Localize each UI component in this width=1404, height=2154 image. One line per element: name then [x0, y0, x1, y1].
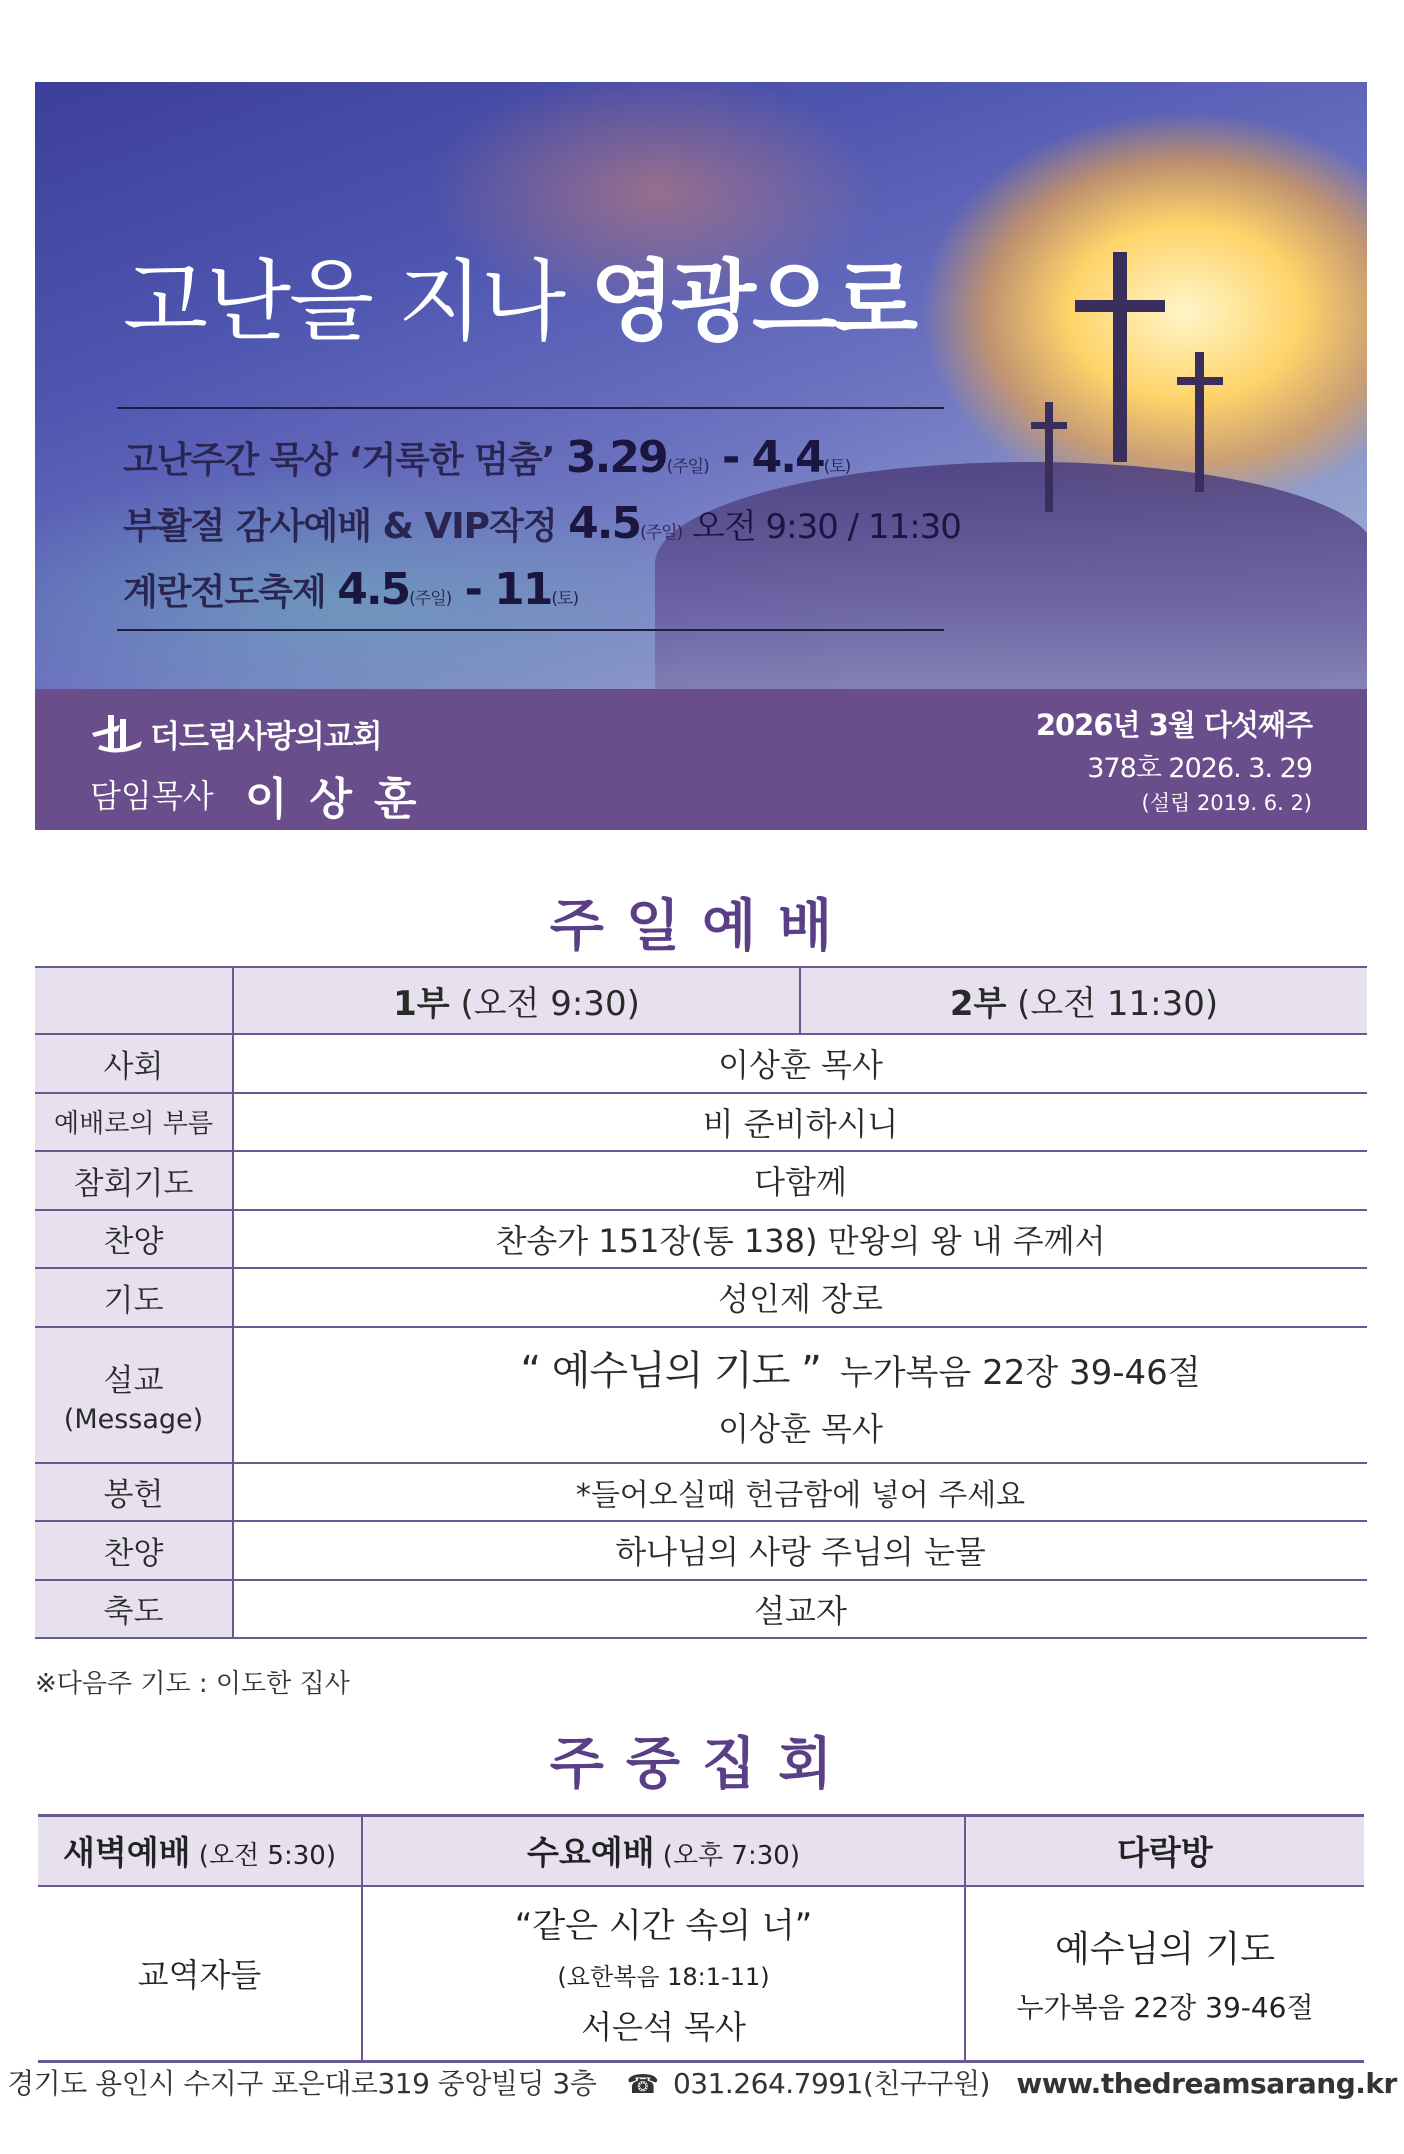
footer-phone: 031.264.7991(친구구원) — [672, 2067, 990, 2100]
row-label: 기도 — [35, 1268, 233, 1327]
footer-contact — [0, 2062, 1404, 2102]
row-label: 사회 — [35, 1034, 233, 1093]
weekly-meetings-table — [38, 1814, 1364, 2063]
darakbang-reference: 누가복음 22장 39-46절 — [1016, 1990, 1314, 2024]
header-first-service: 1부 (오전 9:30) — [233, 967, 800, 1034]
wednesday-service-cell — [362, 1886, 965, 2062]
table-row — [35, 1268, 1367, 1327]
dawn-service-cell — [38, 1886, 362, 2062]
telephone-icon: ☎ — [626, 2070, 659, 2100]
theme-banner — [35, 82, 1367, 689]
table-row — [35, 1463, 1367, 1522]
wednesday-sermon-title: “같은 시간 속의 너” — [514, 1906, 813, 1947]
sermon-row — [35, 1327, 1367, 1463]
three-crosses-icon — [1025, 252, 1245, 512]
sunday-worship-table — [35, 966, 1367, 1639]
issue-number-date: 378호 2026. 3. 29 — [1087, 753, 1312, 784]
table-row — [35, 1151, 1367, 1210]
row-label: 찬양 — [35, 1210, 233, 1269]
holy-week-line: 고난주간 묵상 ‘거룩한 멈춤’ 3.29(주일) - 4.4(토) — [123, 432, 851, 483]
table-row — [35, 1034, 1367, 1093]
sermon-preacher: 이상훈 목사 — [718, 1410, 883, 1448]
row-value: 비 준비하시니 — [233, 1093, 1367, 1152]
header-dawn-service: 새벽예배 (오전 5:30) — [38, 1816, 362, 1886]
header-empty-cell — [35, 967, 233, 1034]
pastor-label: 담임목사 — [90, 777, 214, 815]
sermon-content — [233, 1327, 1367, 1463]
meetings-content-row — [38, 1886, 1364, 2062]
row-label: 참회기도 — [35, 1151, 233, 1210]
footer-address: 경기도 용인시 수지구 포은대로319 중앙빌딩 3층 — [7, 2067, 597, 2100]
sermon-label-sub: (Message) — [63, 1403, 204, 1435]
meetings-header-row — [38, 1816, 1364, 1886]
weekly-meetings-title: 주중집회 — [549, 1732, 855, 1797]
row-label: 축도 — [35, 1580, 233, 1639]
table-row — [35, 1580, 1367, 1639]
issue-week: 2026년 3월 다섯째주 — [1035, 708, 1312, 742]
row-value: 다함께 — [233, 1151, 1367, 1210]
established-date: (설립 2019. 6. 2) — [1141, 791, 1312, 815]
header-wednesday-service: 수요예배 (오후 7:30) — [362, 1816, 965, 1886]
sermon-label-text: 설교 — [103, 1362, 164, 1399]
header-second-service: 2부 (오전 11:30) — [800, 967, 1367, 1034]
worship-header-row — [35, 967, 1367, 1034]
dawn-leaders: 교역자들 — [137, 1956, 262, 1995]
table-row — [35, 1093, 1367, 1152]
row-label: 봉헌 — [35, 1463, 233, 1522]
darakbang-title: 예수님의 기도 — [1054, 1928, 1276, 1970]
row-value: 이상훈 목사 — [233, 1034, 1367, 1093]
sermon-title: “ 예수님의 기도 ” — [520, 1348, 821, 1394]
row-value: 설교자 — [233, 1580, 1367, 1639]
footer-website[interactable]: www.thedreamsarang.kr — [1016, 2067, 1397, 2100]
darakbang-cell — [965, 1886, 1364, 2062]
row-value: 성인제 장로 — [233, 1268, 1367, 1327]
sermon-reference: 누가복음 22장 39-46절 — [839, 1353, 1201, 1393]
sermon-label — [35, 1327, 233, 1463]
row-label: 예배로의 부름 — [35, 1093, 233, 1152]
banner-divider-top — [117, 407, 944, 409]
egg-festival-line: 계란전도축제 4.5(주일) - 11(토) — [123, 564, 579, 615]
banner-title: 고난을 지나 영광으로 — [123, 250, 915, 353]
banner-divider-bottom — [117, 629, 944, 631]
row-value: *들어오실때 헌금함에 넣어 주세요 — [233, 1463, 1367, 1522]
table-row — [35, 1210, 1367, 1269]
row-value: 찬송가 151장(통 138) 만왕의 왕 내 주께서 — [233, 1210, 1367, 1269]
church-info-bar — [35, 689, 1367, 830]
sunday-worship-title: 주일예배 — [549, 894, 855, 959]
wednesday-preacher: 서은석 목사 — [581, 2008, 746, 2047]
hill-illustration — [655, 462, 1367, 689]
church-logo-icon — [90, 711, 144, 755]
table-row — [35, 1521, 1367, 1580]
easter-service-line: 부활절 감사예배 & VIP작정 4.5(주일) 오전 9:30 / 11:30 — [123, 498, 961, 549]
wednesday-sermon-reference: (요한복음 18:1-11) — [557, 1963, 770, 1992]
header-darakbang: 다락방 — [965, 1816, 1364, 1886]
row-value: 하나님의 사랑 주님의 눈물 — [233, 1521, 1367, 1580]
next-week-prayer-note: ※다음주 기도 : 이도한 집사 — [35, 1669, 350, 1699]
pastor-name: 이상훈 — [245, 774, 439, 825]
row-label: 찬양 — [35, 1521, 233, 1580]
church-name: 더드림사랑의교회 — [150, 719, 382, 755]
